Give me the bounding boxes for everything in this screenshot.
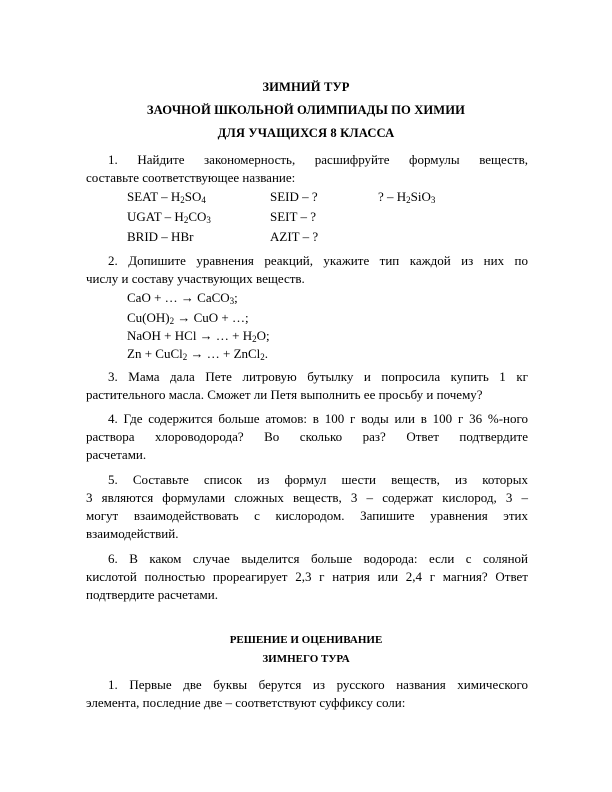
title-line-1: ЗИМНИЙ ТУР [262,80,350,94]
title-line-2: ЗАОЧНОЙ ШКОЛЬНОЙ ОЛИМПИАДЫ ПО ХИМИИ [146,103,466,117]
q6-line-3: подтвердите расчетами. [86,587,218,602]
q1-formula-brid: BRID – HBr [127,229,194,244]
q2-equation-2: $Cu(OH)_2$ → CuO + …; [127,310,249,326]
q4-line-1: 4. Где содержится больше атомов: в 100 г воды или в 100 г 36 %-ного [108,411,528,426]
q5-line-4: взаимодействий. [86,526,179,541]
q2-equation-3: NaOH + HCl → … + $H_2O$; [127,328,270,344]
q1-formula-ugat: UGAT – $H_2CO_3$ [127,209,211,225]
solution-title-2: ЗИМНЕГО ТУРА [262,653,350,665]
q6-line-2: кислотой полностью прореагирует 2,3 г натрия или 2,4 г магния? Ответ [86,569,528,584]
solution-line-2: элемента, последние две – соответствуют суффиксу соли: [86,695,406,710]
q1-line-2: составьте соответствующее название: [86,170,296,185]
q3-line-2: растительного масла. Сможет ли Петя выполнить ее просьбу и почему? [86,387,483,402]
q1-formula-seat: SEAT – $H_2SO_4$ [127,189,206,205]
q2-line-2: числу и составу участвующих веществ. [86,271,305,286]
q5-line-3: могут взаимодействовать с кислородом. Запишите уравнения этих [86,508,528,523]
q1-formula-seit: SEIT – ? [270,209,316,224]
solution-title-1: РЕШЕНИЕ И ОЦЕНИВАНИЕ [229,634,383,646]
q5-line-1: 5. Составьте список из формул шести веществ, из которых [108,472,528,487]
q6-line-1: 6. В каком случае выделится больше водорода: если с соляной [108,551,528,566]
q3-line-1: 3. Мама дала Пете литровую бутылку и попросила купить 1 кг [108,369,528,384]
q1-formula-azit: AZIT – ? [270,229,319,244]
q5-line-2: 3 являются формулами сложных веществ, 3 – содержат кислород, 3 – [86,490,528,505]
q2-equation-4: Zn + CuCl$_2$ → … + ZnCl$_2$. [127,346,269,362]
q1-formula-seid: SEID – ? [270,189,318,204]
q1-line-1: 1. Найдите закономерность, расшифруйте формулы веществ, [108,152,528,167]
q1-formula-unknown: ? – $H_2SiO_3$ [378,189,436,205]
solution-line-1: 1. Первые две буквы берутся из русского названия химического [108,677,528,692]
q2-line-1: 2. Допишите уравнения реакций, укажите тип каждой из них по [108,253,528,268]
q4-line-2: раствора хлороводорода? Во сколько раз? Ответ подтвердите [86,429,528,444]
title-line-3: ДЛЯ УЧАЩИХСЯ 8 КЛАССА [217,126,395,140]
q4-line-3: расчетами. [86,447,147,462]
q2-equation-1: CaO + … → CaCO$_3$; [127,290,238,306]
